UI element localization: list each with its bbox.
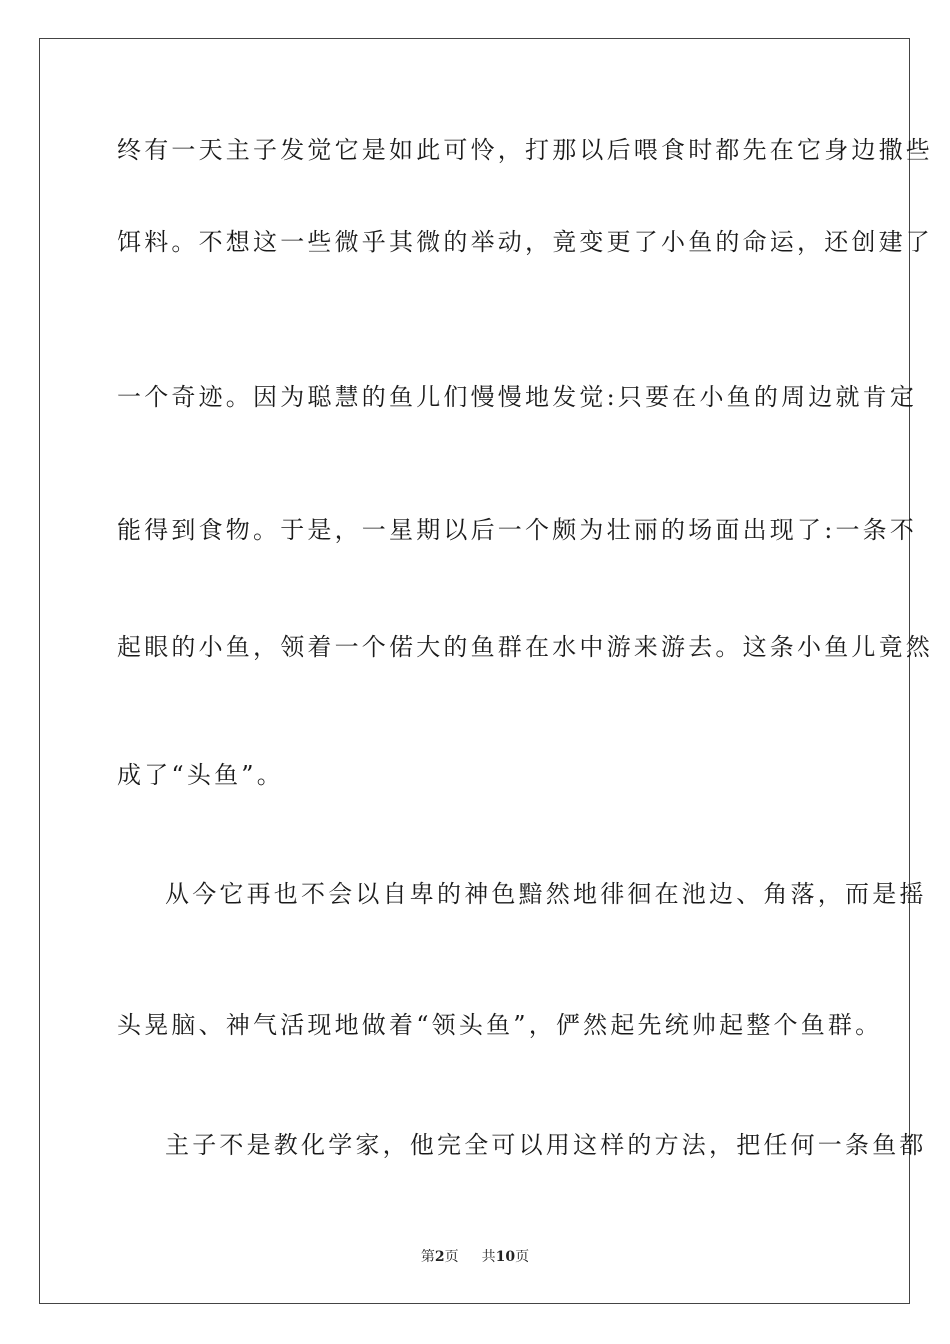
text-line-5: 起眼的小鱼，领着一个偌大的鱼群在水中游来游去。这条小鱼儿竟然 xyxy=(117,633,933,661)
text-line-1: 终有一天主子发觉它是如此可怜，打那以后喂食时都先在它身边撒些 xyxy=(117,136,933,164)
text-line-3: 一个奇迹。因为聪慧的鱼儿们慢慢地发觉:只要在小鱼的周边就肯定 xyxy=(117,383,918,411)
footer-total-prefix: 共 xyxy=(481,1249,496,1265)
paragraph-line-7: 从今它再也不会以自卑的神色黯然地徘徊在池边、角落，而是摇 xyxy=(165,880,927,908)
page-footer xyxy=(0,1248,950,1266)
text-line-8: 头晃脑、神气活现地做着“领头鱼”，俨然起先统帅起整个鱼群。 xyxy=(117,1011,883,1039)
footer-page-suffix: 页 xyxy=(444,1249,459,1265)
footer-page-number: 2 xyxy=(434,1249,445,1265)
paragraph-line-9: 主子不是教化学家，他完全可以用这样的方法，把任何一条鱼都 xyxy=(165,1131,927,1159)
footer-total-suffix: 页 xyxy=(515,1249,530,1265)
text-line-2: 饵料。不想这一些微乎其微的举动，竟变更了小鱼的命运，还创建了 xyxy=(117,228,933,256)
text-line-6: 成了“头鱼”。 xyxy=(117,761,284,789)
footer-total-number: 10 xyxy=(495,1249,516,1265)
text-line-4: 能得到食物。于是，一星期以后一个颇为壮丽的场面出现了:一条不 xyxy=(117,516,918,544)
footer-page-prefix: 第 xyxy=(420,1249,435,1265)
